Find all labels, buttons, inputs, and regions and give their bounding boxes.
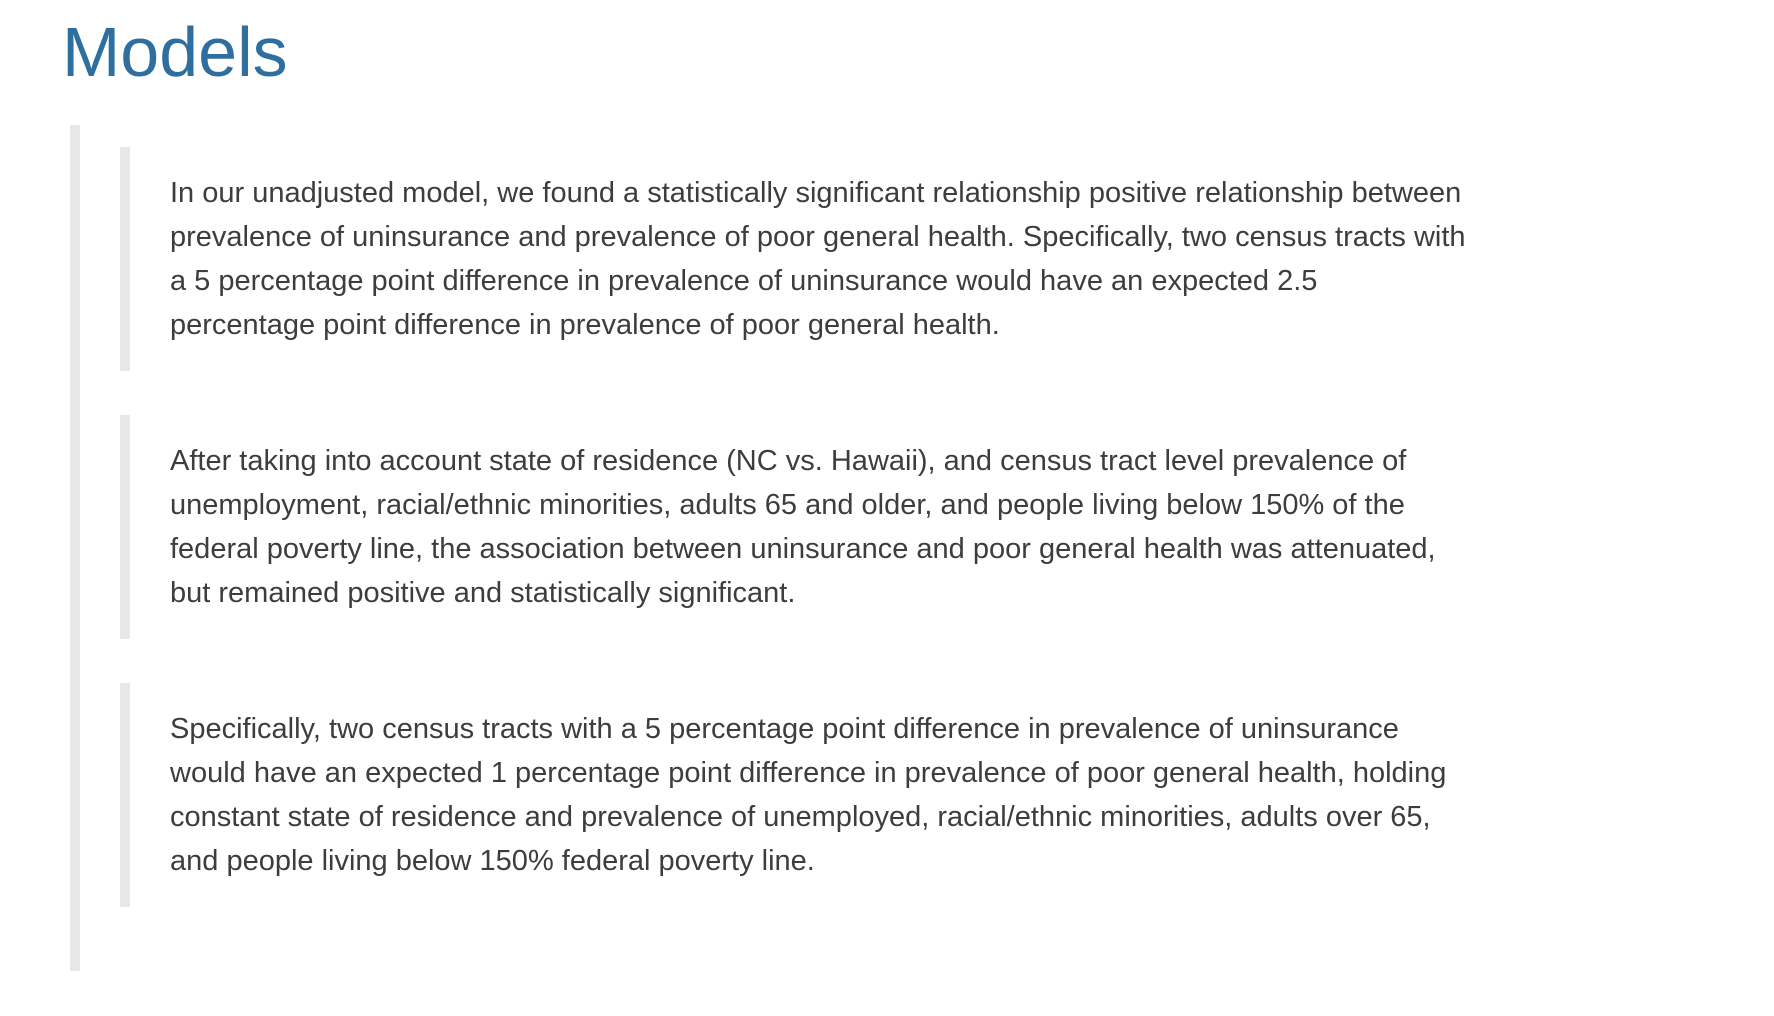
paragraph-adjusted-model: After taking into account state of residence (NC vs. Hawaii), and census tract level prevalence of unemployment, racial/ethnic minorities, adults 65 and older, and people living below 150% of the federal poverty line, the association between uninsurance and poor general health was attenuated, but remained positive and statistically significant. bbox=[170, 445, 1436, 609]
outer-blockquote bbox=[70, 125, 1506, 971]
paragraph-unadjusted-model: In our unadjusted model, we found a statistically significant relationship positive relationship between prevalence of uninsurance and prevalence of poor general health. Specifically, two census tracts with a 5 percentage point difference in prevalence of uninsurance would have an expected 2.5 percentage point difference in prevalence of poor general health. bbox=[170, 177, 1466, 341]
paragraph-adjusted-interpretation: Specifically, two census tracts with a 5 percentage point difference in prevalence of uninsurance would have an expected 1 percentage point difference in prevalence of poor general health, holding constant state of residence and prevalence of unemployed, racial/ethnic minorities, adults over 65, and people living below 150% federal poverty line. bbox=[170, 713, 1447, 877]
page-title: Models bbox=[62, 13, 288, 91]
blockquote-adjusted-interpretation bbox=[120, 683, 1506, 907]
blockquote-unadjusted-model bbox=[120, 147, 1506, 371]
blockquote-adjusted-model bbox=[120, 415, 1506, 639]
